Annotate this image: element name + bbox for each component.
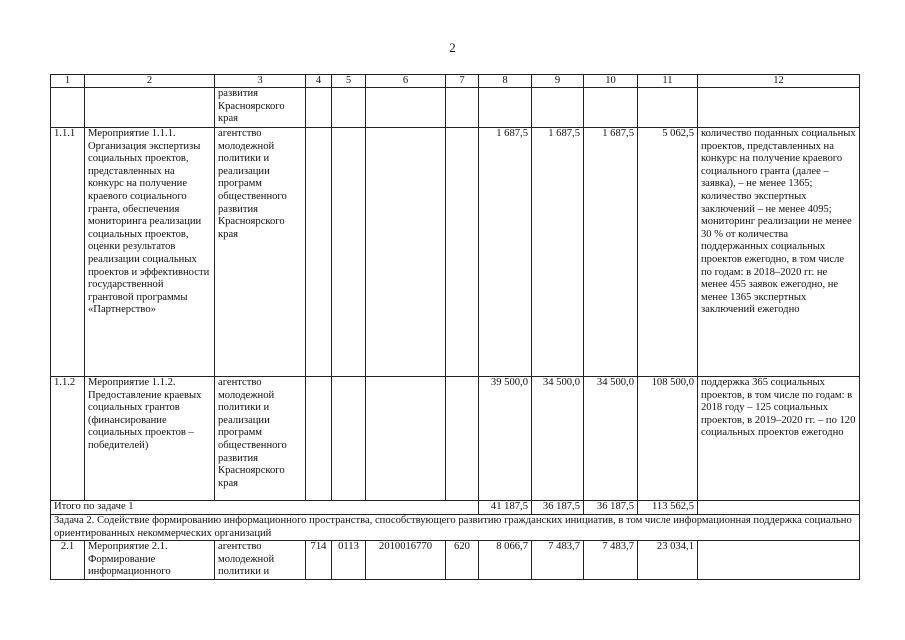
amount-total: 5 062,5 xyxy=(638,128,698,377)
activity-name: Мероприятие 1.1.1. Организация экспертизы социальных проектов, представленных на конкурс на получение краевого социального гранта, обеспечения мониторинга реализации социальных проектов, оценки результатов реализации социальных проектов и эффективности государственной грантовой программы «Партнерство» xyxy=(85,128,215,377)
amount-total: 23 034,1 xyxy=(638,541,698,580)
expected-result: поддержка 365 социальных проектов, в том числе по годам: в 2018 году – 125 социальных проектов, в 2019–2020 гг. – по 120 социальных проектов ежегодно xyxy=(698,377,860,501)
grbs-code xyxy=(306,377,332,501)
page-number: 2 xyxy=(449,40,456,55)
table-row-1-1-2 xyxy=(51,377,860,501)
column-number: 8 xyxy=(479,75,532,88)
amount-2019: 34 500,0 xyxy=(532,377,584,501)
total-label: Итого по задаче 1 xyxy=(51,501,479,515)
amount-total: 113 562,5 xyxy=(638,501,698,515)
column-number-row xyxy=(51,75,860,88)
table-row-2-1 xyxy=(51,541,860,580)
amount-2020: 1 687,5 xyxy=(584,128,638,377)
column-number: 4 xyxy=(306,75,332,88)
amount-2019: 36 187,5 xyxy=(532,501,584,515)
column-number: 5 xyxy=(332,75,366,88)
column-number: 12 xyxy=(698,75,860,88)
agency-cell: агентство молодежной политики и xyxy=(215,541,306,580)
table-row-task-2 xyxy=(51,515,860,541)
agency-cell: агентство молодежной политики и реализации программ общественного развития Красноярского края xyxy=(215,377,306,501)
grbs-code: 714 xyxy=(306,541,332,580)
column-number: 9 xyxy=(532,75,584,88)
activity-name: Мероприятие 2.1. Формирование информационного xyxy=(85,541,215,580)
grbs-code xyxy=(306,128,332,377)
amount-2020: 7 483,7 xyxy=(584,541,638,580)
table-row-total-task-1 xyxy=(51,501,860,515)
amount-2019: 7 483,7 xyxy=(532,541,584,580)
column-number: 10 xyxy=(584,75,638,88)
program-activities-table xyxy=(50,74,860,580)
row-number: 1.1.1 xyxy=(51,128,85,377)
column-number: 7 xyxy=(446,75,479,88)
column-number: 11 xyxy=(638,75,698,88)
row-number: 2.1 xyxy=(51,541,85,580)
expected-result xyxy=(698,541,860,580)
table-row-continuation xyxy=(51,88,860,128)
agency-cell: агентство молодежной политики и реализации программ общественного развития Красноярского края xyxy=(215,128,306,377)
amount-2020: 34 500,0 xyxy=(584,377,638,501)
column-number: 1 xyxy=(51,75,85,88)
rzpr-code xyxy=(332,377,366,501)
amount-2019: 1 687,5 xyxy=(532,128,584,377)
table-row-1-1-1 xyxy=(51,128,860,377)
csr-code: 2010016770 xyxy=(366,541,446,580)
activity-name: Мероприятие 1.1.2. Предоставление краевых социальных грантов (финансирование социальных проектов – победителей) xyxy=(85,377,215,501)
task-heading: Задача 2. Содействие формированию информационного пространства, способствующего развитию гражданских инициатив, в том числе информационная поддержка социально ориентированных некоммерческих организаций xyxy=(51,515,860,541)
column-number: 2 xyxy=(85,75,215,88)
column-number: 6 xyxy=(366,75,446,88)
vr-code xyxy=(446,128,479,377)
amount-2018: 39 500,0 xyxy=(479,377,532,501)
row-number: 1.1.2 xyxy=(51,377,85,501)
rzpr-code xyxy=(332,128,366,377)
amount-2018: 1 687,5 xyxy=(479,128,532,377)
expected-result: количество поданных социальных проектов, представленных на конкурс на получение краевого социального гранта (далее – заявка), – не менее 1365; количество экспертных заключений – не менее 4095; мониторинг реализации не менее 30 % от количества поддержанных социальных проектов ежегодно, в том числе по годам: в 2018–2020 гг. не менее 455 заявок ежегодно, не менее 1365 экспертных заключений ежегодно xyxy=(698,128,860,377)
vr-code: 620 xyxy=(446,541,479,580)
agency-cell: развития Красноярского края xyxy=(215,88,306,128)
amount-2020: 36 187,5 xyxy=(584,501,638,515)
column-number: 3 xyxy=(215,75,306,88)
csr-code xyxy=(366,128,446,377)
amount-2018: 41 187,5 xyxy=(479,501,532,515)
amount-total: 108 500,0 xyxy=(638,377,698,501)
amount-2018: 8 066,7 xyxy=(479,541,532,580)
rzpr-code: 0113 xyxy=(332,541,366,580)
vr-code xyxy=(446,377,479,501)
csr-code xyxy=(366,377,446,501)
